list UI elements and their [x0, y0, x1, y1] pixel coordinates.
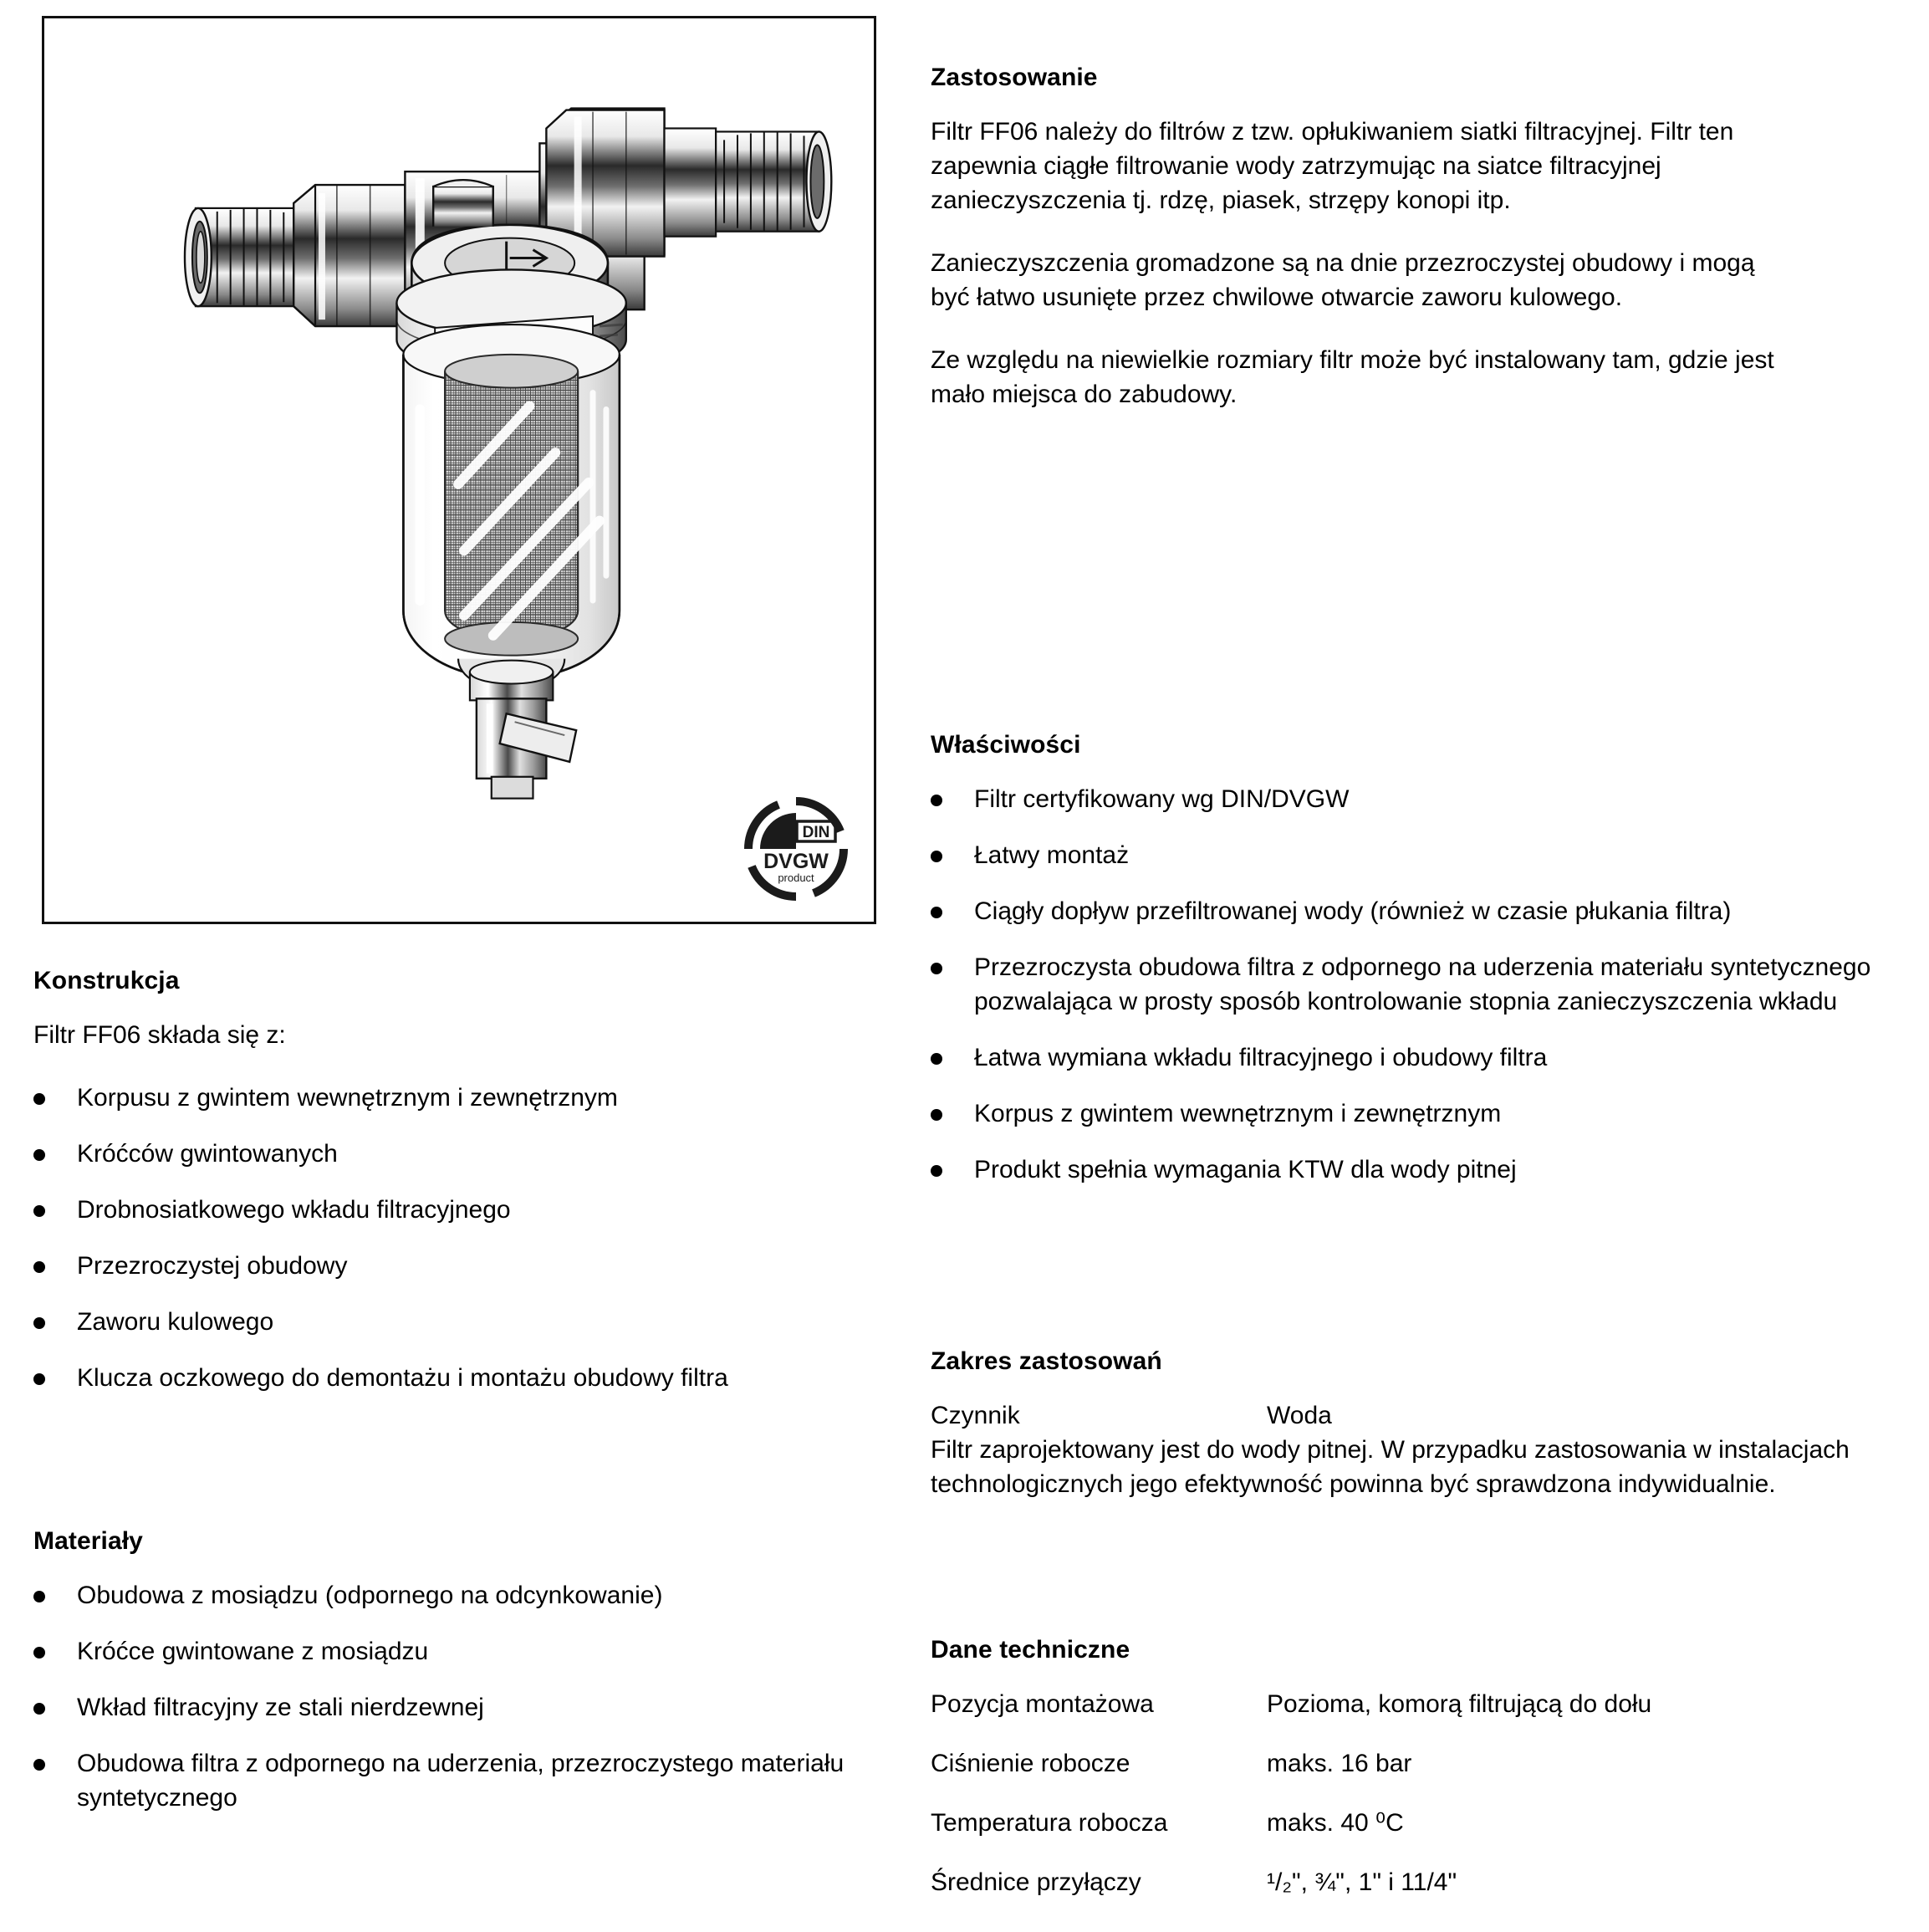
spec-value: maks. 40 ⁰C: [1267, 1809, 1404, 1837]
din-label: DIN: [802, 824, 830, 841]
table-row: [931, 1398, 1913, 1433]
table-row: [931, 1865, 1913, 1899]
section-dane-techniczne: [931, 1635, 1913, 1899]
list-item: Łatwa wymiana wkładu filtracyjnego i obudowy filtra: [931, 1040, 1913, 1075]
transparent-housing-bowl: [403, 325, 619, 678]
list-item: Przezroczystej obudowy: [33, 1249, 911, 1283]
din-mark: [797, 821, 835, 841]
spec-value: ¹/₂", ¾", 1" i 11/4": [1267, 1868, 1457, 1896]
list-item: Drobnosiatkowego wkładu filtracyjnego: [33, 1193, 911, 1227]
zastosowanie-paragraph: Filtr FF06 należy do filtrów z tzw. opłukiwaniem siatki filtracyjnej. Filtr ten zapewnia ciągłe filtrowanie wody zatrzymując na siatce filtracyjnej zanieczyszczenia tj. rdzę, piasek, strzępy konopi itp.: [931, 118, 1734, 214]
section-materialy: [33, 1526, 911, 1815]
dvgw-certification-logo: [742, 795, 850, 903]
spec-label: Ciśnienie robocze: [931, 1750, 1130, 1777]
dane-techniczne-table: [931, 1687, 1913, 1899]
spec-label: Temperatura robocza: [931, 1809, 1168, 1837]
zakres-table: [931, 1398, 1913, 1433]
zastosowanie-paragraph: Ze względu na niewielkie rozmiary filtr może być instalowany tam, gdzie jest mało miejsca do zabudowy.: [931, 346, 1774, 408]
section-zakres-zastosowan: [931, 1347, 1913, 1501]
section-zastosowanie: [931, 63, 1775, 411]
zastosowanie-paragraph: Zanieczyszczenia gromadzone są na dnie przezroczystej obudowy i mogą być łatwo usunięte przez chwilowe otwarcie zaworu kulowego.: [931, 249, 1755, 311]
materialy-list: [33, 1578, 911, 1815]
table-row: [931, 1806, 1913, 1865]
zastosowanie-heading: Zastosowanie: [931, 64, 1098, 91]
left-union-nut: [293, 185, 405, 326]
list-item: Króćców gwintowanych: [33, 1137, 911, 1171]
ball-valve-drain: [458, 659, 576, 799]
spec-label: Średnice przyłączy: [931, 1868, 1141, 1896]
list-item: Króćce gwintowane z mosiądzu: [33, 1634, 911, 1669]
left-column: [0, 0, 911, 1932]
spec-value: Woda: [1267, 1402, 1332, 1429]
list-item: Obudowa filtra z odpornego na uderzenia, przezroczystego materiału syntetycznego: [33, 1746, 911, 1815]
wlasciwosci-heading: Właściwości: [931, 731, 1081, 759]
table-row: [931, 1746, 1913, 1806]
zakres-heading: Zakres zastosowań: [931, 1347, 1162, 1375]
list-item: Produkt spełnia wymagania KTW dla wody pitnej: [931, 1153, 1913, 1187]
list-item: Wkład filtracyjny ze stali nierdzewnej: [33, 1690, 911, 1725]
spec-value: Pozioma, komorą filtrującą do dołu: [1267, 1690, 1652, 1718]
wlasciwosci-list: [931, 782, 1913, 1187]
section-konstrukcja: [33, 966, 911, 1395]
list-item: Filtr certyfikowany wg DIN/DVGW: [931, 782, 1913, 816]
list-item: Łatwy montaż: [931, 838, 1913, 872]
list-item: Klucza oczkowego do demontażu i montażu obudowy filtra: [33, 1361, 911, 1395]
list-item: Przezroczysta obudowa filtra z odpornego na uderzenia materiału syntetycznego pozwalająca w prosty sposób kontrolowanie stopnia zanieczyszczenia wkładu: [931, 950, 1913, 1019]
spec-label: Czynnik: [931, 1402, 1020, 1429]
dane-heading: Dane techniczne: [931, 1636, 1130, 1664]
filter-ff06-illustration: [44, 18, 874, 922]
spec-label: Pozycja montażowa: [931, 1690, 1154, 1718]
left-threaded-nipple: [185, 208, 295, 306]
dvgw-label: DVGW: [763, 850, 829, 873]
materialy-heading: Materiały: [33, 1527, 143, 1555]
konstrukcja-heading: Konstrukcja: [33, 967, 180, 994]
list-item: Obudowa z mosiądzu (odpornego na odcynkowanie): [33, 1578, 911, 1613]
zakres-note: Filtr zaprojektowany jest do wody pitnej. W przypadku zastosowania w instalacjach technologicznych jego efektywność powinna być sprawdzona indywidualnie.: [931, 1436, 1850, 1498]
product-image-frame: [42, 16, 876, 924]
list-item: Korpusu z gwintem wewnętrznym i zewnętrznym: [33, 1081, 911, 1115]
list-item: Zaworu kulowego: [33, 1305, 911, 1339]
konstrukcja-list: [33, 1081, 911, 1395]
list-item: Korpus z gwintem wewnętrznym i zewnętrznym: [931, 1096, 1913, 1131]
spec-value: maks. 16 bar: [1267, 1750, 1412, 1777]
list-item: Ciągły dopływ przefiltrowanej wody (również w czasie płukania filtra): [931, 894, 1913, 928]
right-threaded-assembly: [546, 110, 831, 257]
product-label-text: product: [778, 871, 814, 884]
konstrukcja-intro: Filtr FF06 składa się z:: [33, 1021, 286, 1049]
table-row: [931, 1687, 1913, 1746]
section-wlasciwosci: [931, 730, 1913, 1187]
